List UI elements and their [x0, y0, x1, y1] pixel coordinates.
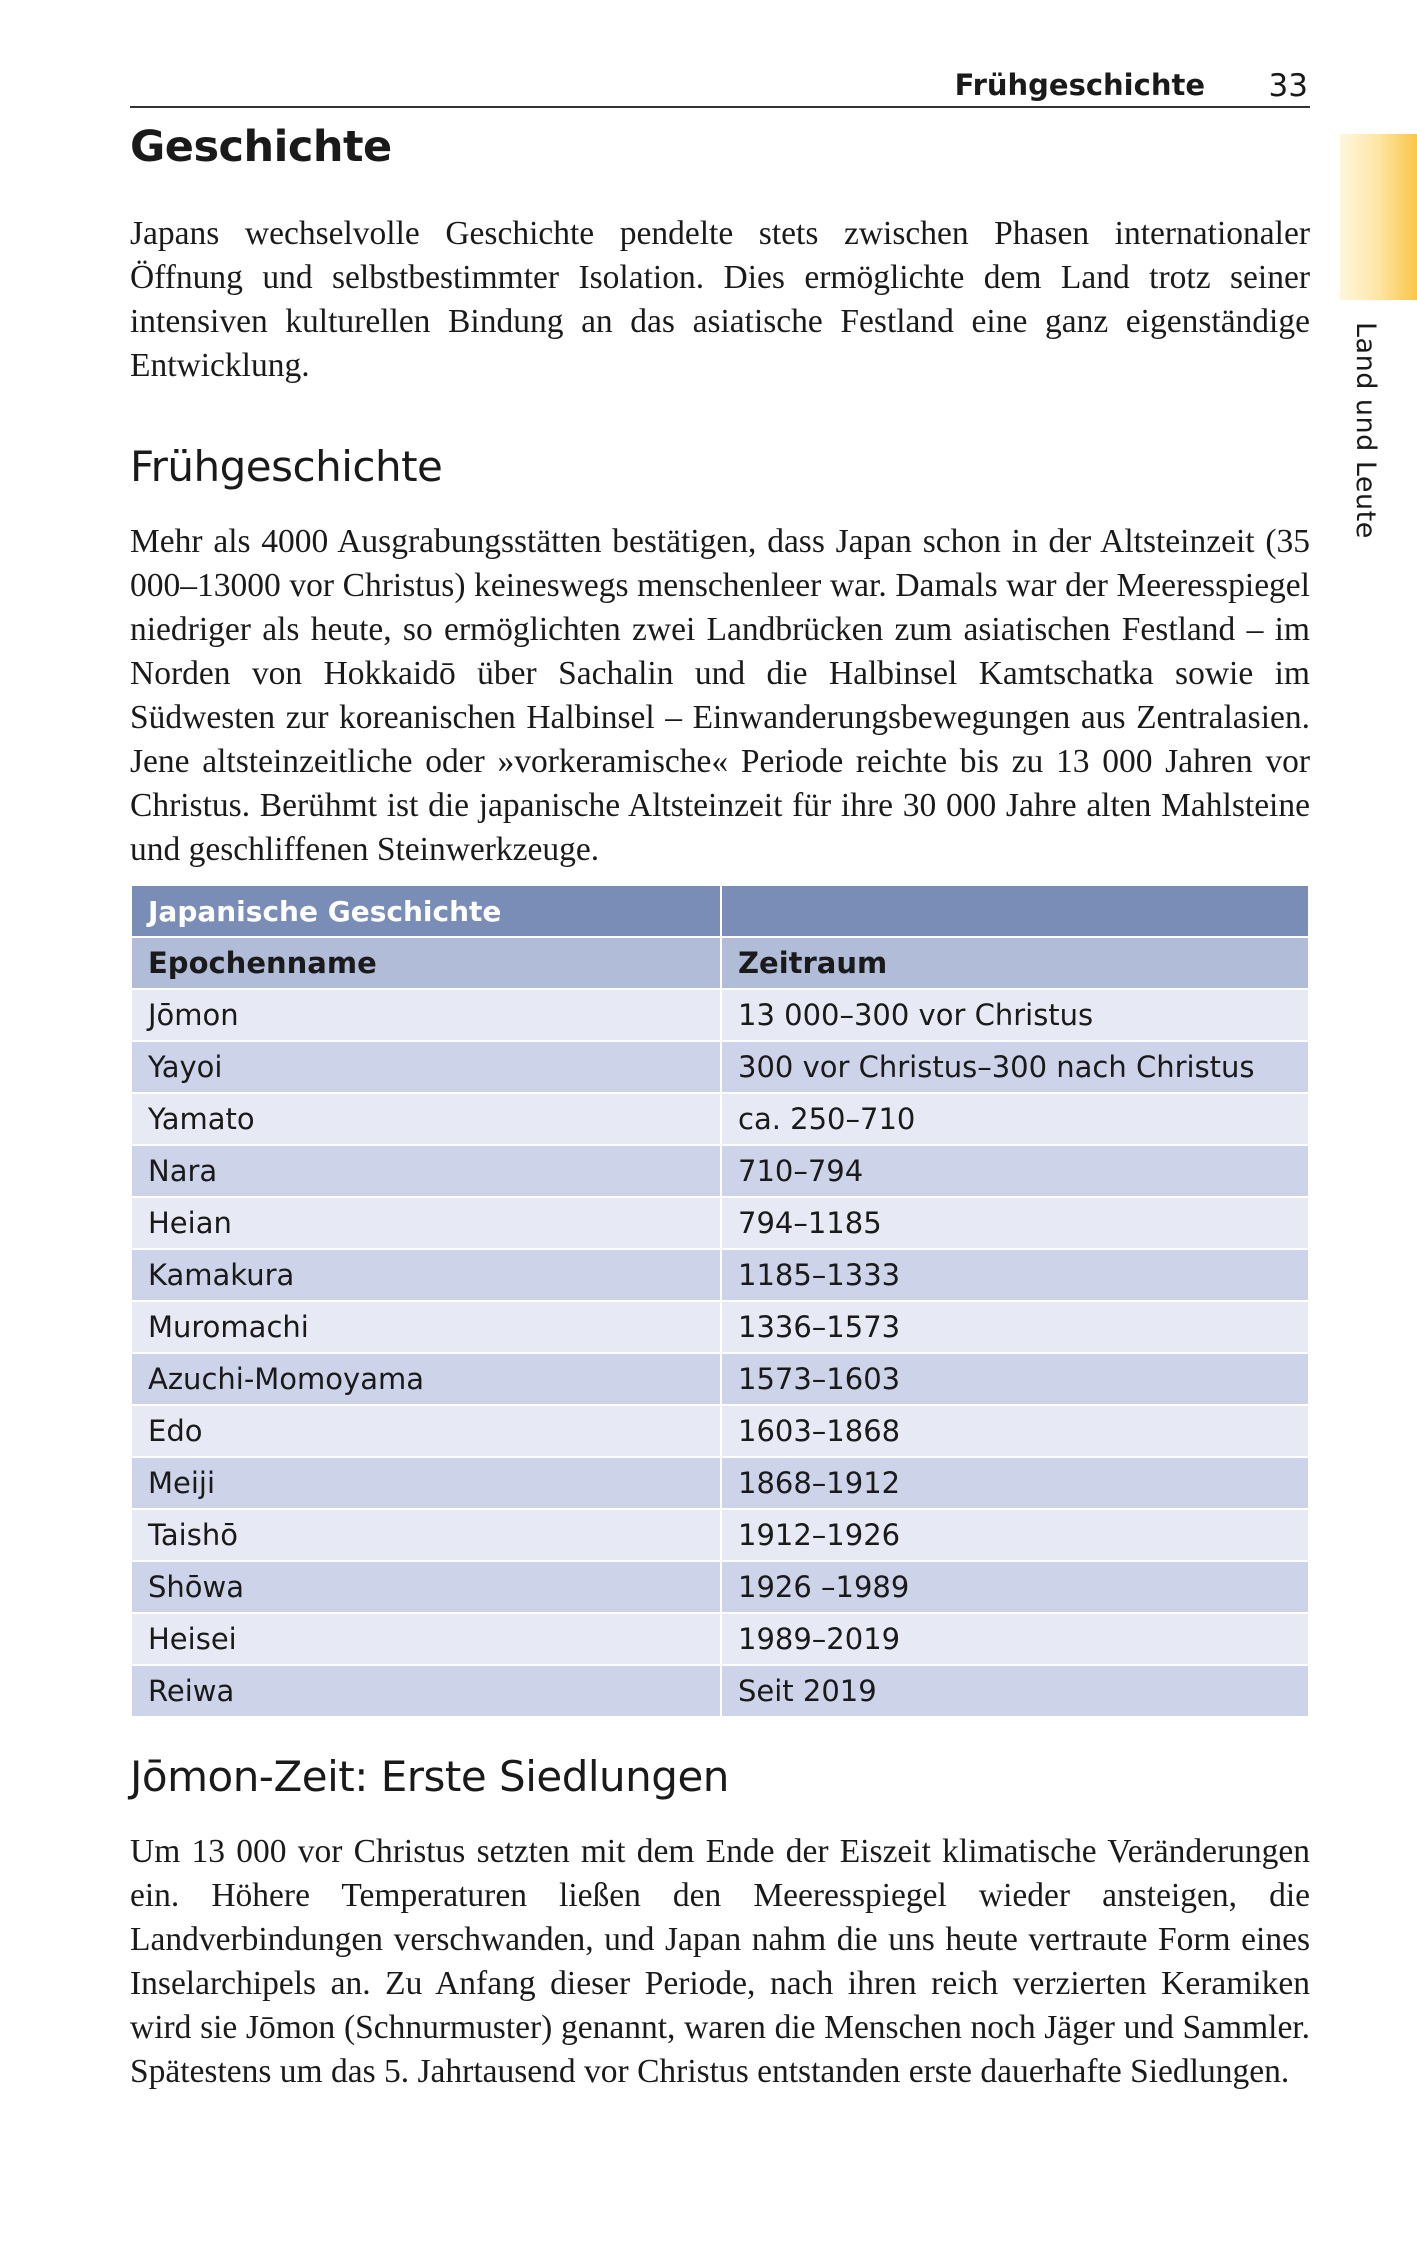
epoch-period: ca. 250–710 [721, 1093, 1309, 1145]
table-row [131, 1457, 1309, 1509]
heading-jomon: Jōmon-Zeit: Erste Siedlungen [130, 1752, 729, 1801]
table-row [131, 1145, 1309, 1197]
heading-geschichte: Geschichte [130, 122, 392, 172]
epoch-name: Heian [131, 1197, 721, 1249]
epoch-name: Yamato [131, 1093, 721, 1145]
epoch-period: 1926 –1989 [721, 1561, 1309, 1613]
table-row [131, 1301, 1309, 1353]
table-row [131, 1561, 1309, 1613]
epoch-period: 1868–1912 [721, 1457, 1309, 1509]
epoch-period: 710–794 [721, 1145, 1309, 1197]
column-header-epoch: Epochenname [131, 937, 721, 989]
epoch-name: Edo [131, 1405, 721, 1457]
epoch-name: Azuchi-Momoyama [131, 1353, 721, 1405]
epoch-period: 1603–1868 [721, 1405, 1309, 1457]
table-row [131, 1041, 1309, 1093]
page-number: 33 [1268, 68, 1308, 104]
epoch-name: Kamakura [131, 1249, 721, 1301]
epoch-name: Muromachi [131, 1301, 721, 1353]
table-row [131, 1405, 1309, 1457]
table-header-row [131, 937, 1309, 989]
running-head-section: Frühgeschichte [954, 68, 1205, 102]
epoch-period: 794–1185 [721, 1197, 1309, 1249]
intro-paragraph: Japans wechselvolle Geschichte pendelte stets zwischen Phasen internationaler Öffnung und selbstbestimmter Isolation. Dies ermöglichte dem Land trotz seiner intensiven kulturellen Bindung an das asiatische Festland eine ganz eigenständige Entwicklung. [130, 215, 1310, 384]
chapter-side-label: Land und Leute [1350, 322, 1381, 539]
chapter-tab-marker [1340, 134, 1417, 300]
jomon-paragraph: Um 13 000 vor Christus setzten mit dem Ende der Eiszeit klimatische Veränderungen ein. Höhere Temperaturen ließen den Meeresspiegel wieder ansteigen, die Landverbindungen verschwanden, und Japan nahm die uns heute vertraute Form eines Inselarchipels an. Zu Anfang dieser Periode, nach ihren reich verzierten Keramiken wird sie Jōmon (Schnurmuster) genannt, waren die Menschen noch Jäger und Sammler. Spätestens um das 5. Jahrtausend vor Christus entstanden erste dauerhafte Siedlungen. [130, 1833, 1310, 2090]
epoch-name: Yayoi [131, 1041, 721, 1093]
epoch-period: 1989–2019 [721, 1613, 1309, 1665]
column-header-period: Zeitraum [721, 937, 1309, 989]
table-caption-empty [721, 885, 1309, 937]
table-row [131, 1353, 1309, 1405]
epoch-name: Meiji [131, 1457, 721, 1509]
epoch-period: 1912–1926 [721, 1509, 1309, 1561]
epoch-period: 1573–1603 [721, 1353, 1309, 1405]
table-row [131, 1509, 1309, 1561]
heading-fruehgeschichte: Frühgeschichte [130, 442, 443, 491]
table-row [131, 989, 1309, 1041]
epoch-name: Taishō [131, 1509, 721, 1561]
table-caption: Japanische Geschichte [131, 885, 721, 937]
table-caption-row [131, 885, 1309, 937]
epoch-period: 1336–1573 [721, 1301, 1309, 1353]
table-row [131, 1665, 1309, 1717]
epoch-name: Jōmon [131, 989, 721, 1041]
table-row [131, 1197, 1309, 1249]
epoch-period: Seit 2019 [721, 1665, 1309, 1717]
epoch-name: Nara [131, 1145, 721, 1197]
epoch-period: 300 vor Christus–300 nach Christus [721, 1041, 1309, 1093]
fruehgeschichte-paragraph: Mehr als 4000 Ausgrabungsstätten bestätigen, dass Japan schon in der Altsteinzeit (35 000–13000 vor Christus) keineswegs menschenleer war. Damals war der Meeresspiegel niedriger als heute, so ermöglichten zwei Landbrücken zum asiatischen Festland – im Norden von Hokkaidō über Sachalin und die Halbinsel Kamtschatka sowie im Südwesten zur koreanischen Halbinsel – Einwanderungsbewegungen aus Zentralasien. Jene altsteinzeitliche oder »vorkeramische« Periode reichte bis zu 13 000 Jahren vor Christus. Berühmt ist die japanische Altsteinzeit für ihre 30 000 Jahre alten Mahlsteine und geschliffenen Steinwerkzeuge. [130, 523, 1310, 868]
table-row [131, 1613, 1309, 1665]
epoch-period: 13 000–300 vor Christus [721, 989, 1309, 1041]
running-head [130, 66, 1310, 108]
history-table [130, 884, 1310, 1718]
epoch-name: Heisei [131, 1613, 721, 1665]
epoch-period: 1185–1333 [721, 1249, 1309, 1301]
epoch-name: Reiwa [131, 1665, 721, 1717]
table-row [131, 1093, 1309, 1145]
epoch-name: Shōwa [131, 1561, 721, 1613]
table-row [131, 1249, 1309, 1301]
